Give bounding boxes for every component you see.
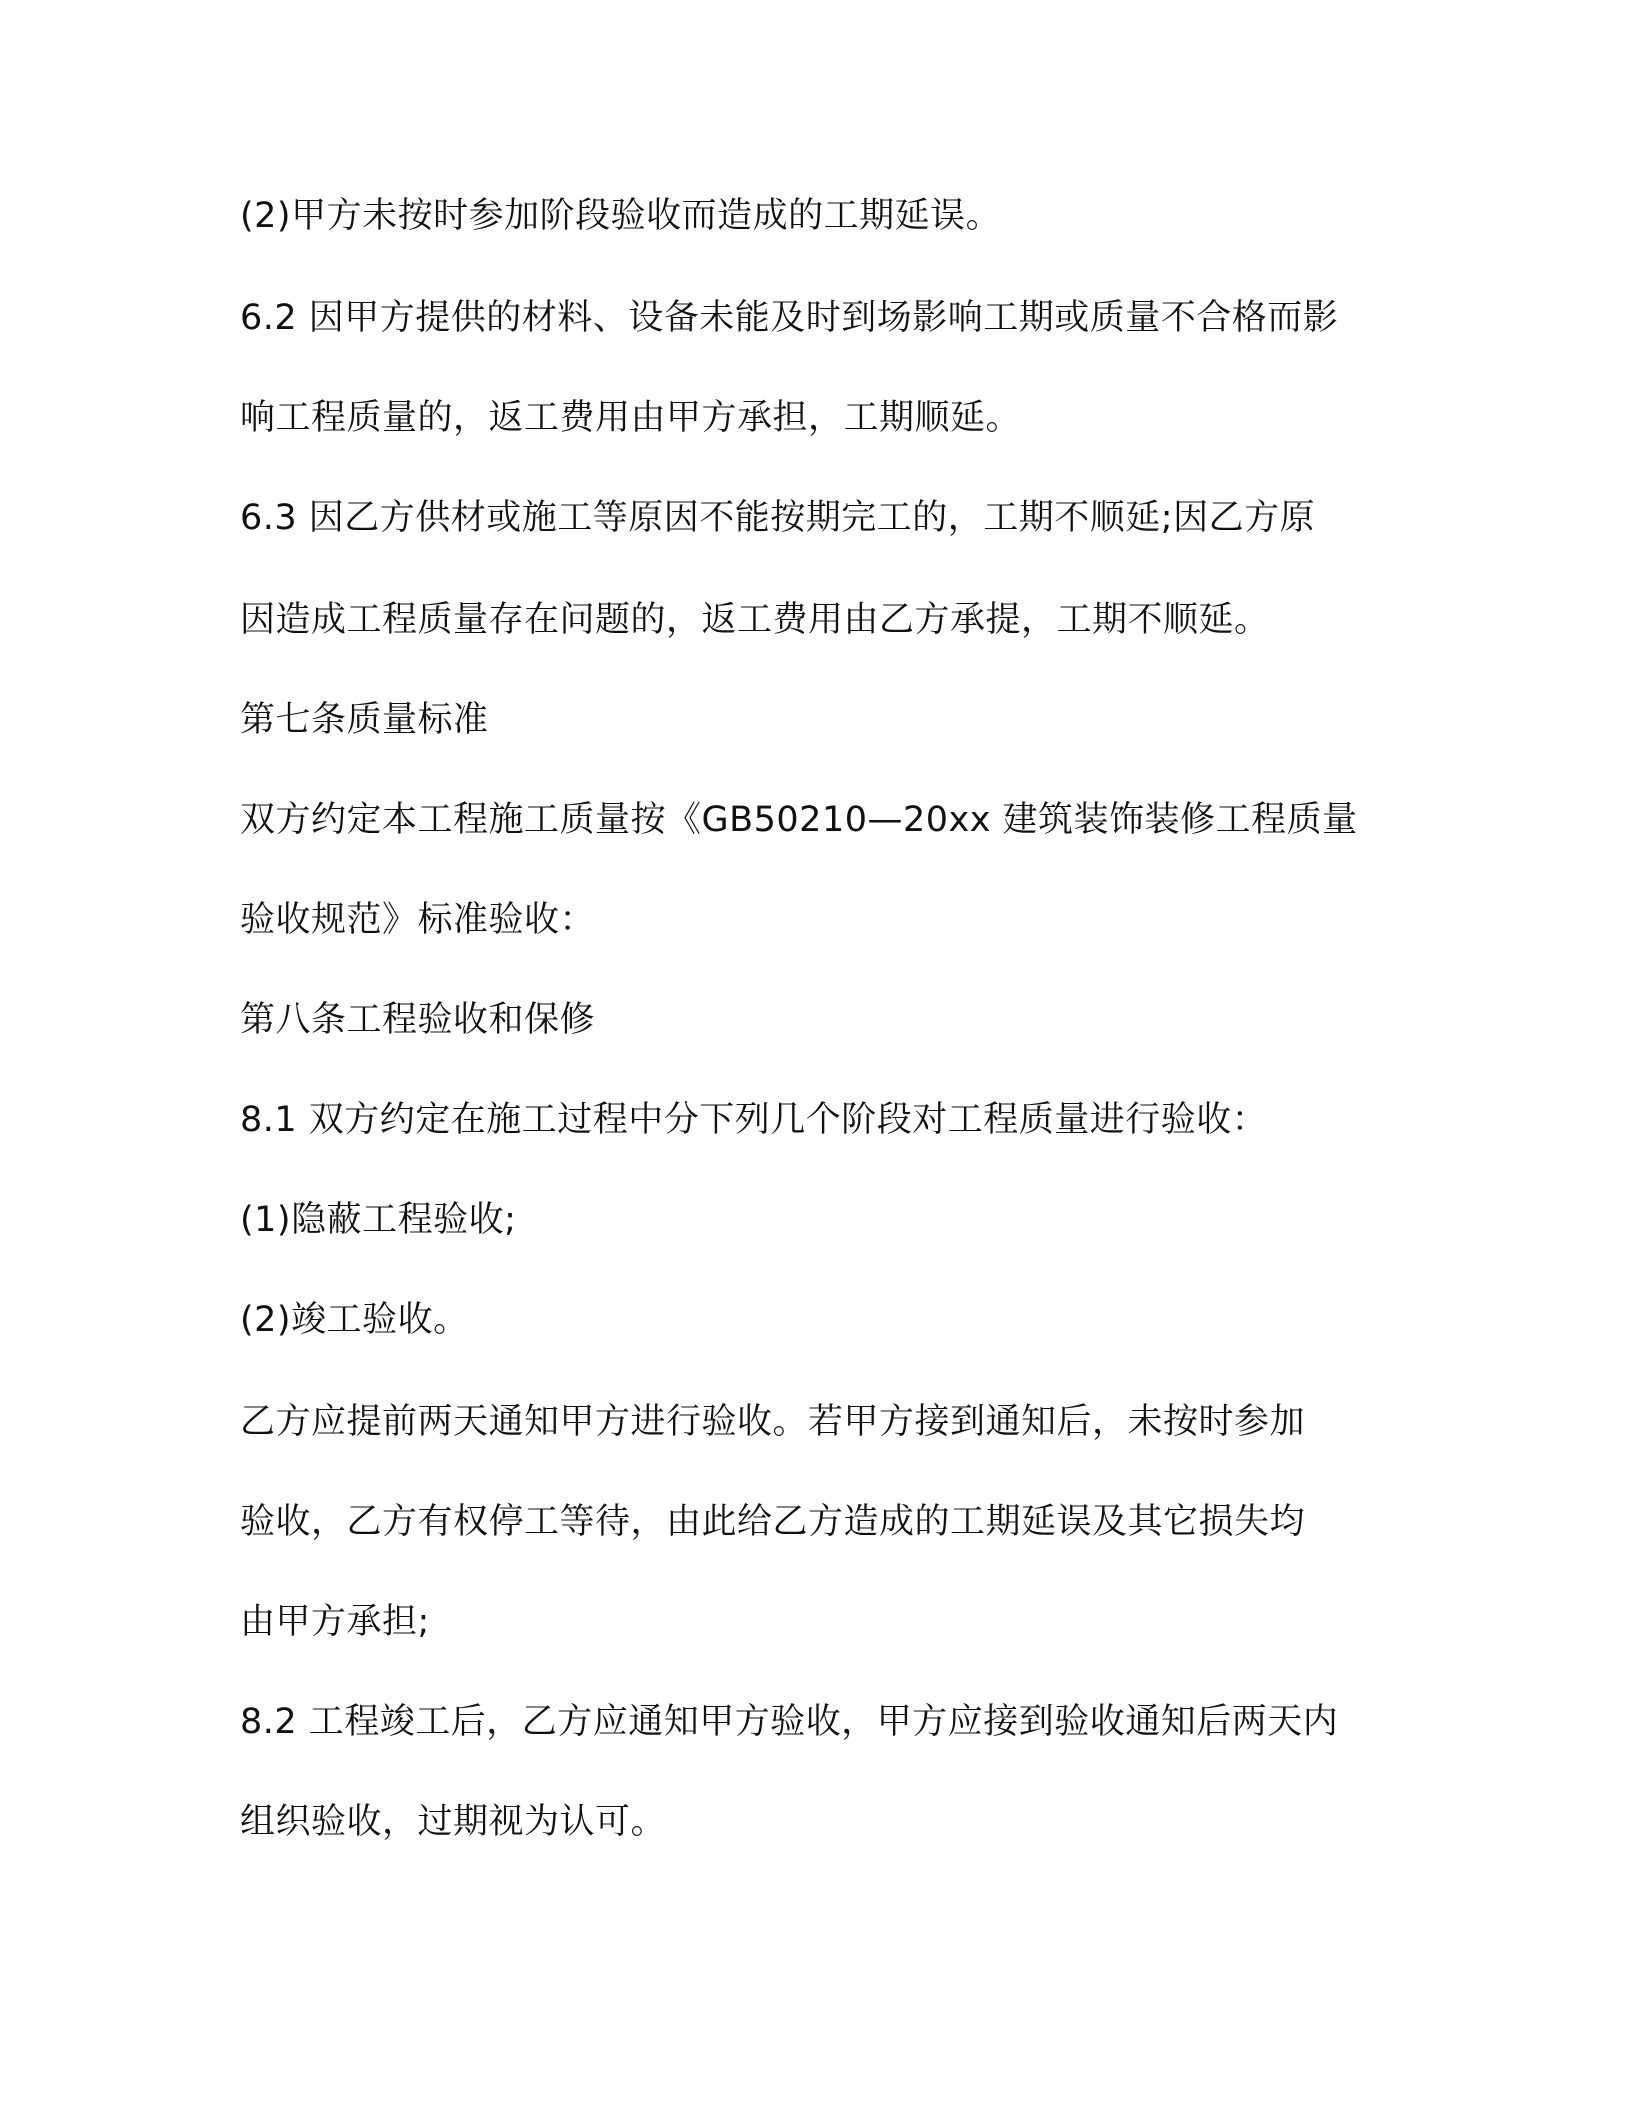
paragraph-line: 验收规范》标准验收： — [240, 900, 596, 940]
paragraph-line: 响工程质量的，返工费用由甲方承担，工期顺延。 — [240, 398, 1022, 438]
section-heading: 第八条工程验收和保修 — [240, 1000, 596, 1040]
paragraph-line: 双方约定本工程施工质量按《GB50210—20xx 建筑装饰装修工程质量 — [240, 800, 1358, 840]
paragraph-line: 乙方应提前两天通知甲方进行验收。若甲方接到通知后，未按时参加 — [240, 1402, 1306, 1442]
section-heading: 第七条质量标准 — [240, 700, 489, 740]
paragraph-line: 6.3 因乙方供材或施工等原因不能按期完工的，工期不顺延;因乙方原 — [240, 498, 1316, 538]
list-item: (1)隐蔽工程验收; — [240, 1200, 517, 1240]
paragraph-line: 由甲方承担; — [240, 1602, 430, 1642]
paragraph-line: 8.2 工程竣工后，乙方应通知甲方验收，甲方应接到验收通知后两天内 — [240, 1702, 1339, 1742]
paragraph-line: 因造成工程质量存在问题的，返工费用由乙方承提，工期不顺延。 — [240, 600, 1270, 640]
paragraph-line: (2)甲方未按时参加阶段验收而造成的工期延误。 — [240, 196, 1002, 236]
list-item: (2)竣工验收。 — [240, 1300, 469, 1340]
paragraph-line: 6.2 因甲方提供的材料、设备未能及时到场影响工期或质量不合格而影 — [240, 298, 1339, 338]
paragraph-line: 验收，乙方有权停工等待，由此给乙方造成的工期延误及其它损失均 — [240, 1502, 1306, 1542]
paragraph-line: 8.1 双方约定在施工过程中分下列几个阶段对工程质量进行验收： — [240, 1100, 1268, 1140]
paragraph-line: 组织验收，过期视为认可。 — [240, 1802, 667, 1842]
